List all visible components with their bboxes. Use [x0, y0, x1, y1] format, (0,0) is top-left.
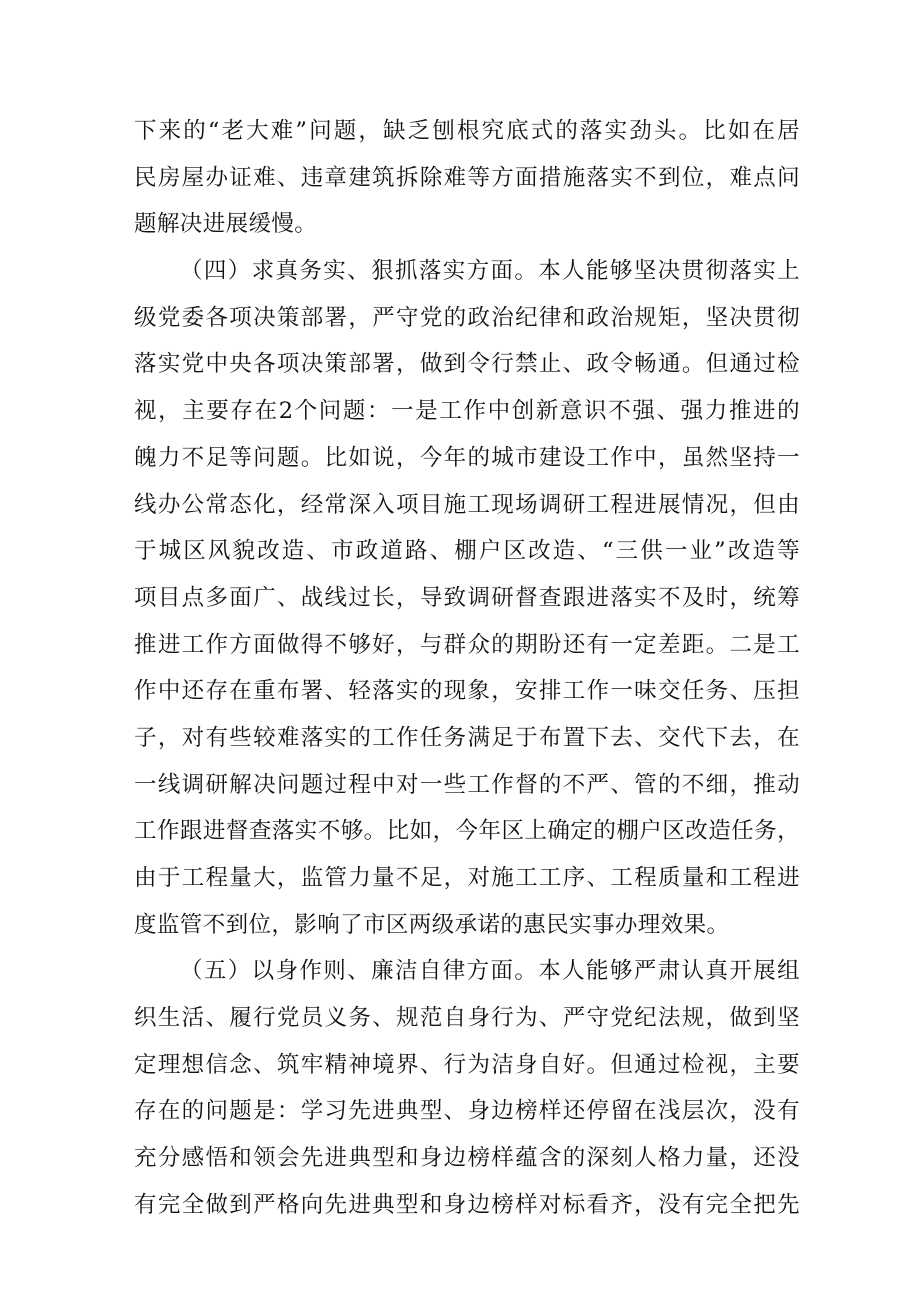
text-line: 魄力不足等问题。比如说，今年的城市建设工作中，虽然坚持一: [134, 444, 800, 471]
document-body: [134, 108, 800, 1229]
text-line: 推进工作方面做得不够好，与群众的期盼还有一定差距。二是工: [134, 631, 800, 658]
text-line: 工作跟进督查落实不够。比如，今年区上确定的棚户区改造任务，: [134, 818, 800, 845]
text-line: 下来的“老大难”问题，缺乏刨根究底式的落实劲头。比如在居: [134, 118, 800, 144]
text-line: 视，主要存在2个问题：一是工作中创新意识不强、强力推进的: [134, 398, 800, 425]
text-line: 线办公常态化，经常深入项目施工现场调研工程进展情况，但由: [134, 491, 800, 518]
text-line: 子，对有些较难落实的工作任务满足于布置下去、交代下去，在: [134, 724, 800, 751]
text-line: 题解决进展缓慢。: [134, 211, 318, 238]
paragraph-first-line: （五）以身作则、廉洁自律方面。本人能够严肃认真开展组: [180, 958, 800, 985]
text-line: 充分感悟和领会先进典型和身边榜样蕴含的深刻人格力量，还没: [134, 1145, 800, 1172]
text-line: 存在的问题是：学习先进典型、身边榜样还停留在浅层次，没有: [134, 1098, 800, 1125]
text-line: 项目点多面广、战线过长，导致调研督查跟进落实不及时，统筹: [134, 584, 800, 611]
text-line: 织生活、履行党员义务、规范自身行为、严守党纪法规，做到坚: [134, 1005, 800, 1032]
text-line: 民房屋办证难、违章建筑拆除难等方面措施落实不到位，难点问: [134, 164, 800, 191]
text-line: 有完全做到严格向先进典型和身边榜样对标看齐，没有完全把先: [134, 1191, 800, 1218]
text-line: 落实党中央各项决策部署，做到令行禁止、政令畅通。但通过检: [134, 351, 800, 378]
text-line: 由于工程量大，监管力量不足，对施工工序、工程质量和工程进: [134, 865, 800, 891]
text-line: 于城区风貌改造、市政道路、棚户区改造、“三供一业”改造等: [134, 538, 800, 565]
text-line: 定理想信念、筑牢精神境界、行为洁身自好。但通过检视，主要: [134, 1051, 800, 1078]
text-line: 级党委各项决策部署，严守党的政治纪律和政治规矩，坚决贯彻: [134, 304, 800, 331]
paragraph-first-line: （四）求真务实、狠抓落实方面。本人能够坚决贯彻落实上: [180, 258, 800, 285]
text-line: 一线调研解决问题过程中对一些工作督的不严、管的不细，推动: [134, 771, 800, 798]
text-line: 作中还存在重布署、轻落实的现象，安排工作一味交任务、压担: [134, 678, 800, 705]
text-line: 度监管不到位，影响了市区两级承诺的惠民实事办理效果。: [134, 911, 730, 938]
